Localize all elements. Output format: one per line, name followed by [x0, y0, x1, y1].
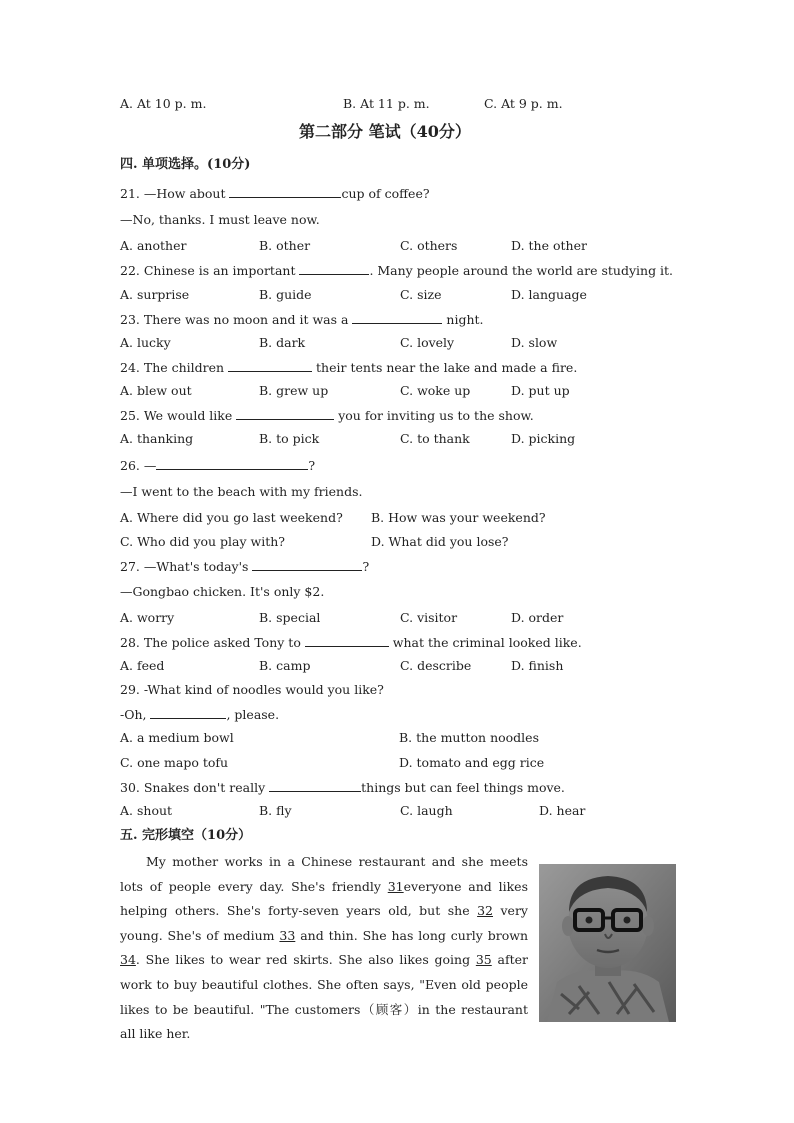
answer-blank — [305, 634, 389, 647]
question-29-reply: -Oh, , please. — [120, 707, 280, 722]
blank-34: 34 — [120, 952, 136, 968]
option-25-c: C. to thank — [400, 431, 470, 446]
option-30-c: C. laugh — [400, 803, 453, 818]
prev-option-c: C. At 9 p. m. — [484, 96, 563, 111]
option-28-d: D. finish — [511, 658, 564, 673]
option-29-a: A. a medium bowl — [120, 730, 234, 745]
option-23-b: B. dark — [259, 335, 306, 350]
question-29: 29. -What kind of noodles would you like? — [120, 682, 384, 697]
option-22-d: D. language — [511, 287, 587, 302]
option-28-c: C. describe — [400, 658, 472, 673]
cloze-passage: My mother works in a Chinese restaurant and she meets lots of people every day. She's friendly 31everyone and likes helping others. She's forty-seven years old, but she 32 very young. She's of medium 33 and thin. She has long curly brown 34. She likes to wear red skirts. She also likes going 35 after work to buy beautiful clothes. She often says, "Even old people likes to be beautiful. "The customers（顾客）in the restaurant all like her. — [120, 854, 528, 1042]
question-23: 23. There was no moon and it was a night. — [120, 312, 484, 327]
option-24-b: B. grew up — [259, 383, 329, 398]
option-27-c: C. visitor — [400, 610, 458, 625]
answer-blank — [228, 359, 312, 372]
answer-blank — [150, 706, 226, 719]
option-25-b: B. to pick — [259, 431, 320, 446]
option-30-b: B. fly — [259, 803, 292, 818]
option-29-c: C. one mapo tofu — [120, 755, 229, 770]
option-28-a: A. feed — [120, 658, 165, 673]
answer-blank — [352, 311, 442, 324]
option-27-a: A. worry — [120, 610, 175, 625]
option-29-d: D. tomato and egg rice — [399, 755, 545, 770]
option-27-b: B. special — [259, 610, 321, 625]
option-26-d: D. What did you lose? — [371, 534, 509, 549]
option-29-b: B. the mutton noodles — [399, 730, 539, 745]
option-23-c: C. lovely — [400, 335, 455, 350]
question-26-reply: —I went to the beach with my friends. — [120, 484, 363, 499]
question-22: 22. Chinese is an important . Many people around the world are studying it. — [120, 263, 674, 278]
option-26-a: A. Where did you go last weekend? — [120, 510, 343, 525]
option-28-b: B. camp — [259, 658, 311, 673]
answer-blank — [269, 779, 361, 792]
option-21-c: C. others — [400, 238, 458, 253]
question-26: 26. — ? — [120, 458, 316, 473]
question-27-reply: —Gongbao chicken. It's only $2. — [120, 584, 325, 599]
blank-32: 32 — [477, 903, 493, 919]
answer-blank — [229, 185, 341, 198]
blank-33: 33 — [279, 927, 296, 943]
option-30-d: D. hear — [539, 803, 586, 818]
option-25-a: A. thanking — [120, 431, 194, 446]
section4-title: 四. 单项选择。(10分) — [120, 157, 251, 172]
option-22-b: B. guide — [259, 287, 312, 302]
answer-blank — [236, 407, 334, 420]
blank-31: 31 — [387, 878, 404, 894]
boy-photo — [539, 864, 676, 1022]
option-21-d: D. the other — [511, 238, 587, 253]
option-24-c: C. woke up — [400, 383, 471, 398]
question-27: 27. —What's today's ? — [120, 559, 370, 574]
answer-blank — [252, 558, 362, 571]
part-title: 第二部分 笔试（40分） — [299, 122, 471, 141]
prev-option-a: A. At 10 p. m. — [120, 96, 207, 111]
option-21-b: B. other — [259, 238, 311, 253]
option-24-d: D. put up — [511, 383, 570, 398]
option-23-d: D. slow — [511, 335, 558, 350]
option-25-d: D. picking — [511, 431, 576, 446]
answer-blank — [299, 262, 369, 275]
option-26-c: C. Who did you play with? — [120, 534, 286, 549]
option-23-a: A. lucky — [120, 335, 171, 350]
prev-option-b: B. At 11 p. m. — [343, 96, 430, 111]
section5-title: 五. 完形填空（10分） — [120, 828, 252, 843]
answer-blank — [156, 457, 308, 470]
question-28: 28. The police asked Tony to what the criminal looked like. — [120, 635, 582, 650]
option-21-a: A. another — [120, 238, 187, 253]
option-22-c: C. size — [400, 287, 442, 302]
question-25: 25. We would like you for inviting us to the show. — [120, 408, 534, 423]
option-22-a: A. surprise — [120, 287, 190, 302]
blank-35: 35 — [475, 952, 492, 968]
option-26-b: B. How was your weekend? — [371, 510, 546, 525]
question-30: 30. Snakes don't really things but can feel things move. — [120, 780, 565, 795]
option-27-d: D. order — [511, 610, 564, 625]
question-21: 21. —How about cup of coffee? — [120, 186, 430, 201]
question-21-reply: —No, thanks. I must leave now. — [120, 212, 320, 227]
option-30-a: A. shout — [120, 803, 173, 818]
option-24-a: A. blew out — [120, 383, 192, 398]
question-24: 24. The children their tents near the lake and made a fire. — [120, 360, 578, 375]
